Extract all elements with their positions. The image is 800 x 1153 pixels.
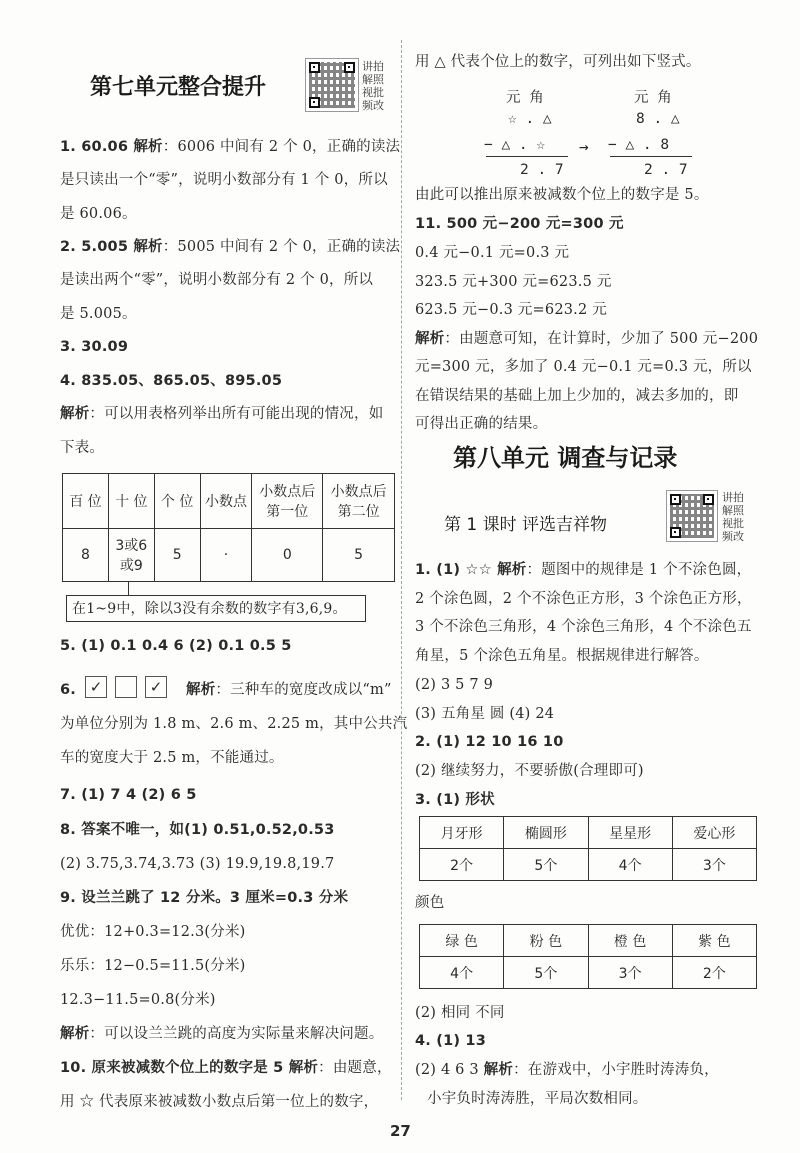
qr-caption: 讲拍 解照 视批 频改	[722, 491, 744, 543]
table-header-cell: 紫 色	[672, 925, 756, 957]
qr-code-icon	[305, 58, 359, 112]
page-number: 27	[390, 1122, 411, 1140]
table-note-box	[66, 595, 366, 622]
calc-a-result: 2 . 7	[520, 162, 564, 178]
table-cell: 4个	[420, 957, 504, 989]
q11-analysis-2: 元=300 元，多加了 0.4 元−0.1 元=0.3 元，所以	[415, 359, 752, 375]
a1-line5: (2) 3 5 7 9	[415, 677, 494, 693]
table-header-cell: 月牙形	[420, 817, 504, 849]
table-cell: 2个	[420, 849, 504, 881]
table-header-cell: 绿 色	[420, 925, 504, 957]
a2-line1: 2. (1) 12 10 16 10	[415, 734, 564, 750]
q9-analysis: 解析：可以设兰兰跳的高度为实际量来解决问题。	[60, 1026, 384, 1042]
q7: 7. (1) 7 4 (2) 6 5	[60, 787, 197, 803]
table-header-cell: 小数点后 第一位	[252, 474, 323, 529]
table-cell: 3或6 或9	[108, 529, 154, 582]
q1-line2: 是只读出一个“零”，说明小数部分有 1 个 0，所以	[60, 172, 388, 188]
q11-analysis-1: 解析：由题意可知，在计算时，少加了 500 元−200	[415, 331, 759, 347]
qr-code-icon	[666, 490, 718, 542]
calc-a-minuend: ☆ . △	[508, 111, 552, 127]
q9-line1: 9. 设兰兰跳了 12 分米。3 厘米=0.3 分米	[60, 890, 349, 906]
q11-line2: 0.4 元−0.1 元=0.3 元	[415, 245, 570, 261]
r-intro: 用 △ 代表个位上的数字，可列出如下竖式。	[415, 54, 701, 70]
arrow-icon: →	[579, 137, 589, 156]
calc-b-subtrahend: − △ . 8	[608, 137, 670, 153]
a1-line3: 3 个不涂色三角形，4 个涂色三角形，4 个不涂色五	[415, 619, 752, 635]
q11-line3: 323.5 元+300 元=623.5 元	[415, 274, 612, 290]
q8-line2: (2) 3.75,3.74,3.73 (3) 19.9,19.8,19.7	[60, 856, 335, 872]
table-cell: 5	[323, 529, 395, 582]
table-cell: 4个	[588, 849, 672, 881]
table-cell: 3个	[672, 849, 756, 881]
a4-line3: 小宇负时涛涛胜，平局次数相同。	[427, 1091, 648, 1107]
table-cell: 5个	[504, 957, 588, 989]
table-header-cell: 橙 色	[588, 925, 672, 957]
column-divider	[401, 40, 402, 1100]
color-label: 颜色	[415, 895, 445, 911]
table-header-cell: 十 位	[108, 474, 154, 529]
q9-line4: 12.3−11.5=0.8(分米)	[60, 992, 216, 1008]
table-header-cell: 小数点	[200, 474, 252, 529]
table-header-cell: 小数点后 第二位	[323, 474, 395, 529]
a4-line2: (2) 4 6 3 解析：在游戏中，小宇胜时涛涛负，	[415, 1062, 719, 1078]
r-conclusion: 由此可以推出原来被减数个位上的数字是 5。	[415, 187, 709, 203]
q4-digit-table	[62, 473, 395, 582]
table-cell: 5个	[504, 849, 588, 881]
table-header-cell: 粉 色	[504, 925, 588, 957]
table-header-cell: 星星形	[588, 817, 672, 849]
q1-line3: 是 60.06。	[60, 206, 137, 222]
unit8-title: 第八单元 调查与记录	[453, 444, 678, 472]
q2-line3: 是 5.005。	[60, 306, 137, 322]
q2-line1: 2. 5.005 解析：5005 中间有 2 个 0，正确的读法	[60, 239, 401, 255]
a1-line1: 1. (1) ☆☆ 解析：题图中的规律是 1 个不涂色圆，	[415, 562, 752, 578]
a4-line1: 4. (1) 13	[415, 1033, 487, 1049]
check-box: ✓	[145, 676, 167, 698]
table-cell: 5	[154, 529, 200, 582]
shape-table	[419, 816, 757, 881]
table-header-cell: 爱心形	[672, 817, 756, 849]
a2-line2: (2) 继续努力，不要骄傲(合理即可)	[415, 763, 644, 779]
q4-analysis-1: 解析：可以用表格列举出所有可能出现的情况，如	[60, 406, 384, 422]
calc-a-header: 元 角	[506, 90, 544, 106]
q4-analysis-2: 下表。	[60, 440, 105, 456]
q6-line3: 车的宽度大于 2.5 m，不能通过。	[60, 750, 284, 766]
q6-line1: 解析：三种车的宽度改成以“m”	[186, 682, 392, 698]
q10-line1: 10. 原来被减数个位上的数字是 5 解析：由题意，	[60, 1060, 392, 1076]
q1-line1: 1. 60.06 解析：6006 中间有 2 个 0，正确的读法	[60, 139, 401, 155]
calc-a-subtrahend: − △ . ☆	[484, 137, 546, 153]
check-box	[115, 676, 137, 698]
table-cell: 8	[63, 529, 109, 582]
calc-b-header: 元 角	[634, 90, 672, 106]
q3: 3. 30.09	[60, 339, 129, 355]
q11-analysis-4: 可得出正确的结果。	[415, 416, 548, 432]
table-header-cell: 椭圆形	[504, 817, 588, 849]
q6-line2: 为单位分别为 1.8 m、2.6 m、2.25 m，其中公共汽	[60, 716, 408, 732]
q11-line1: 11. 500 元−200 元=300 元	[415, 216, 624, 232]
calc-b-result: 2 . 7	[644, 162, 688, 178]
table-cell: 3个	[588, 957, 672, 989]
q9-line2: 优优：12+0.3=12.3(分米)	[60, 924, 246, 940]
lesson-title: 第 1 课时 评选吉祥物	[444, 515, 608, 535]
a3b: (2) 相同 不同	[415, 1005, 505, 1021]
table-cell: 2个	[672, 957, 756, 989]
unit7-title: 第七单元整合提升	[90, 75, 267, 100]
connector-line	[128, 581, 129, 595]
calc-b-minuend: 8 . △	[636, 111, 680, 127]
q10-line2: 用 ☆ 代表原来被减数小数点后第一位上的数字，	[60, 1094, 379, 1110]
check-box: ✓	[85, 676, 107, 698]
a1-line6: (3) 五角星 圆 (4) 24	[415, 706, 555, 722]
q11-analysis-3: 在错误结果的基础上加上少加的，减去多加的，即	[415, 388, 739, 404]
calc-b-rule	[610, 156, 692, 157]
q6-label: 6.	[60, 682, 76, 698]
table-note: 在1~9中，除以3没有余数的数字有3,6,9。	[72, 601, 347, 617]
a1-line2: 2 个涂色圆，2 个不涂色正方形，3 个涂色正方形，	[415, 591, 752, 607]
table-header-cell: 百 位	[63, 474, 109, 529]
table-cell: ·	[200, 529, 252, 582]
color-table	[419, 924, 757, 989]
calc-a-rule	[486, 156, 568, 157]
table-header-cell: 个 位	[154, 474, 200, 529]
a1-line4: 角星，5 个涂色五角星。根据规律进行解答。	[415, 648, 709, 664]
table-cell: 0	[252, 529, 323, 582]
q8-line1: 8. 答案不唯一，如(1) 0.51,0.52,0.53	[60, 822, 335, 838]
q9-line3: 乐乐：12−0.5=11.5(分米)	[60, 958, 246, 974]
a3-line1: 3. (1) 形状	[415, 792, 495, 808]
q11-line4: 623.5 元−0.3 元=623.2 元	[415, 302, 607, 318]
q2-line2: 是读出两个“零”，说明小数部分有 2 个 0，所以	[60, 272, 374, 288]
q4: 4. 835.05、865.05、895.05	[60, 373, 283, 389]
qr-caption: 讲拍 解照 视批 频改	[362, 60, 384, 112]
q5: 5. (1) 0.1 0.4 6 (2) 0.1 0.5 5	[60, 638, 292, 654]
